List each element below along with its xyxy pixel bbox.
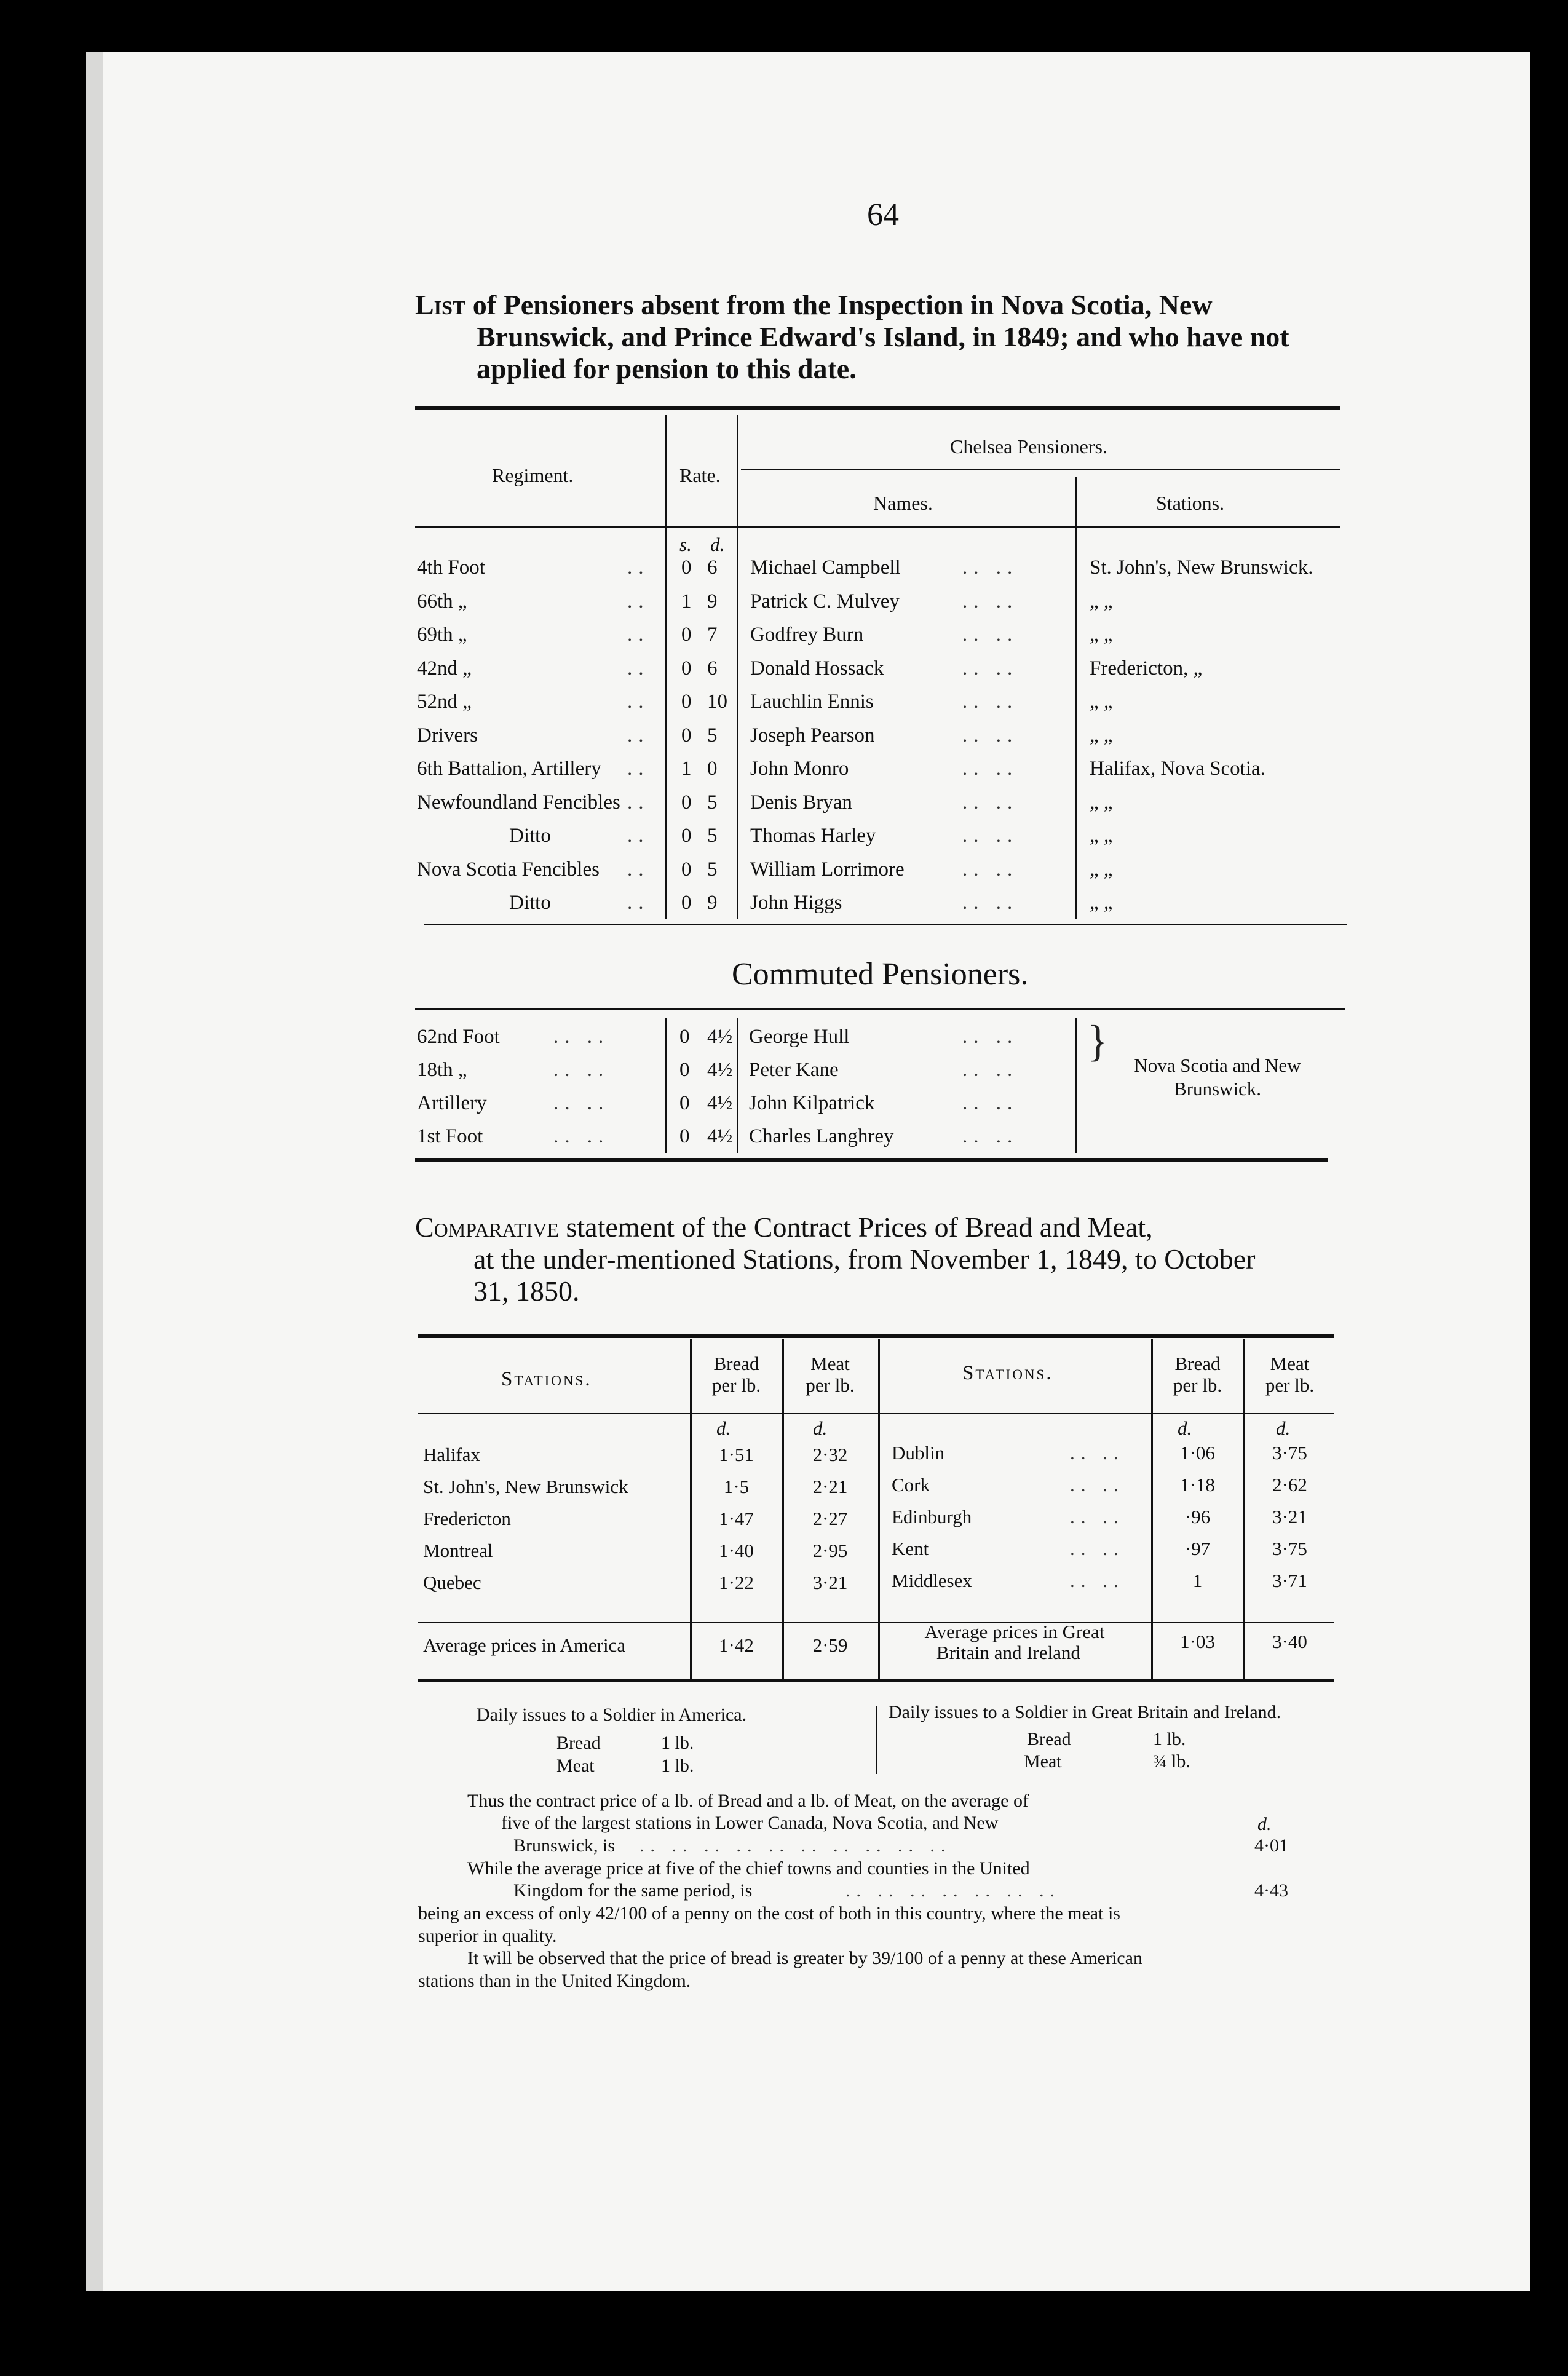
name-cell: Joseph Pearson	[750, 724, 875, 746]
commuted-pence-cell: 4½	[707, 1059, 733, 1081]
britain-station-leader: .. ..	[1070, 1570, 1125, 1591]
regiment-cell: 52nd „	[417, 691, 472, 713]
name-cell: Lauchlin Ennis	[750, 691, 874, 713]
regiment-leader: ..	[627, 624, 650, 646]
america-station-cell: Halifax	[423, 1444, 480, 1465]
station-cell: Fredericton, „	[1090, 657, 1203, 679]
station-cell: „ „	[1090, 825, 1113, 847]
regiment-leader: ..	[627, 590, 650, 612]
commuted-station-line2: Brunswick.	[1173, 1078, 1262, 1099]
station-cell: Halifax, Nova Scotia.	[1090, 758, 1265, 780]
name-leader: .. ..	[962, 691, 1019, 713]
prices-unit-meat-right: d.	[1276, 1417, 1291, 1439]
prices-unit-bread-right: d.	[1178, 1417, 1192, 1439]
header-shillings: s.	[679, 534, 692, 555]
prices-header-rule	[418, 1413, 1334, 1414]
header-stations: Stations.	[1156, 492, 1225, 514]
header-pence: d.	[710, 534, 725, 555]
rate-shillings-cell: 1	[681, 758, 692, 780]
commuted-rate-divider	[665, 1018, 667, 1153]
regiment-leader: ..	[627, 858, 650, 881]
britain-station-cell: Cork	[892, 1474, 930, 1495]
britain-meat-cell: 3·75	[1272, 1442, 1307, 1463]
note-1-line-3: Brunswick, is	[513, 1835, 615, 1856]
header-rate: Rate.	[679, 464, 721, 486]
rate-shillings-cell: 0	[681, 691, 692, 713]
regiment-leader: ..	[627, 825, 650, 847]
commuted-brace: }	[1087, 1016, 1109, 1066]
comparative-title	[415, 1211, 1350, 1307]
header-regiment: Regiment.	[492, 464, 574, 486]
issues-britain-title: Daily issues to a Soldier in Great Britain and Ireland.	[889, 1702, 1281, 1722]
britain-meat-cell: 3·21	[1272, 1506, 1307, 1527]
prices-header-stations-left: Stations.	[501, 1368, 592, 1390]
name-leader: .. ..	[962, 791, 1019, 814]
rate-shillings-cell: 0	[681, 892, 692, 914]
station-cell: „ „	[1090, 691, 1113, 713]
commuted-title: Commuted Pensioners.	[732, 957, 1029, 992]
table-top-rule	[415, 406, 1340, 410]
rate-shillings-cell: 0	[681, 556, 692, 579]
regiment-cell: 66th „	[417, 590, 467, 612]
page-number: 64	[867, 197, 899, 232]
britain-bread-cell: 1	[1192, 1570, 1203, 1591]
chelsea-underline	[741, 469, 1340, 470]
america-bread-cell: 1·47	[719, 1508, 754, 1529]
pensioners-title-lead: List	[415, 289, 466, 320]
britain-bread-cell: 1·18	[1180, 1474, 1215, 1495]
issues-america-bread-value: 1 lb.	[661, 1733, 694, 1753]
issues-britain-meat-value: ¾ lb.	[1153, 1751, 1190, 1772]
commuted-regiment-leader: .. ..	[553, 1026, 610, 1048]
name-cell: John Higgs	[750, 892, 842, 914]
name-leader: .. ..	[962, 724, 1019, 746]
britain-station-leader: .. ..	[1070, 1474, 1125, 1495]
commuted-top-rule	[415, 1008, 1345, 1010]
rate-divider	[665, 415, 667, 919]
rate-pence-cell: 9	[707, 590, 718, 612]
note-1-unit: d.	[1257, 1814, 1272, 1834]
note-1-line-1: Thus the contract price of a lb. of Bread and a lb. of Meat, on the average of	[467, 1791, 1029, 1811]
rate-pence-cell: 5	[707, 858, 718, 881]
comparative-title-lead: Comparative	[415, 1211, 559, 1243]
name-leader: .. ..	[962, 556, 1019, 579]
britain-station-cell: Edinburgh	[892, 1506, 972, 1527]
britain-station-cell: Kent	[892, 1538, 929, 1559]
america-meat-cell: 2·32	[812, 1444, 848, 1465]
issues-britain-bread-value: 1 lb.	[1153, 1729, 1186, 1749]
britain-bread-cell: ·96	[1184, 1506, 1211, 1527]
regiment-leader: ..	[627, 691, 650, 713]
regiment-cell: Ditto	[509, 892, 551, 914]
name-leader: .. ..	[962, 825, 1019, 847]
prices-bottom-rule	[418, 1679, 1334, 1682]
issues-america-bread-label: Bread	[556, 1733, 601, 1753]
prices-header-bread-left-unit: per lb.	[711, 1374, 761, 1396]
average-america-bread: 1·42	[719, 1634, 754, 1656]
average-america-meat: 2·59	[812, 1634, 848, 1656]
commuted-station-line1: Nova Scotia and New	[1134, 1055, 1301, 1076]
rate-pence-cell: 9	[707, 892, 718, 914]
name-leader: .. ..	[962, 657, 1019, 679]
rate-pence-cell: 7	[707, 624, 718, 646]
america-meat-cell: 2·27	[812, 1508, 848, 1529]
commuted-regiment-cell: Artillery	[417, 1092, 487, 1114]
name-leader: .. ..	[962, 758, 1019, 780]
commuted-bottom-rule	[415, 1158, 1328, 1162]
commuted-name-cell: John Kilpatrick	[749, 1092, 875, 1114]
america-bread-cell: 1·5	[723, 1476, 750, 1497]
note-4-line-1: It will be observed that the price of bread is greater by 39/100 of a penny at these American	[467, 1948, 1142, 1968]
america-bread-cell: 1·51	[719, 1444, 754, 1465]
name-cell: Michael Campbell	[750, 556, 901, 579]
america-meat-cell: 3·21	[812, 1572, 848, 1593]
commuted-shillings-cell: 0	[679, 1059, 690, 1081]
note-1-line-2: five of the largest stations in Lower Canada, Nova Scotia, and New	[501, 1813, 999, 1833]
commuted-shillings-cell: 0	[679, 1092, 690, 1114]
america-station-cell: Montreal	[423, 1540, 493, 1561]
britain-station-cell: Dublin	[892, 1442, 945, 1463]
average-britain-label-1: Average prices in Great	[924, 1621, 1105, 1642]
regiment-leader: ..	[627, 791, 650, 814]
header-names: Names.	[873, 492, 933, 514]
name-cell: William Lorrimore	[750, 858, 905, 881]
britain-station-leader: .. ..	[1070, 1506, 1125, 1527]
average-britain-meat: 3·40	[1272, 1631, 1307, 1652]
commuted-name-leader: .. ..	[962, 1059, 1019, 1081]
names-divider	[737, 415, 738, 919]
rate-pence-cell: 5	[707, 791, 718, 814]
name-leader: .. ..	[962, 858, 1019, 881]
commuted-pence-cell: 4½	[707, 1092, 733, 1114]
regiment-leader: ..	[627, 892, 650, 914]
britain-bread-cell: 1·06	[1180, 1442, 1215, 1463]
america-meat-cell: 2·21	[812, 1476, 848, 1497]
britain-meat-cell: 2·62	[1272, 1474, 1307, 1495]
stations-divider	[1075, 477, 1077, 919]
prices-unit-bread-left: d.	[716, 1417, 731, 1439]
average-america-label: Average prices in America	[423, 1634, 626, 1656]
america-station-cell: Quebec	[423, 1572, 481, 1593]
commuted-name-leader: .. ..	[962, 1125, 1019, 1147]
britain-station-cell: Middlesex	[892, 1570, 972, 1591]
note-2-line-1: While the average price at five of the chief towns and counties in the United	[467, 1858, 1030, 1879]
commuted-regiment-cell: 62nd Foot	[417, 1026, 500, 1048]
note-3-line-1: being an excess of only 42/100 of a penny on the cost of both in this country, where the meat is	[418, 1903, 1120, 1923]
station-cell: „ „	[1090, 590, 1113, 612]
rate-pence-cell: 0	[707, 758, 718, 780]
table-bottom-rule	[424, 924, 1347, 925]
britain-station-leader: .. ..	[1070, 1538, 1125, 1559]
issues-britain-bread-label: Bread	[1027, 1729, 1071, 1749]
britain-bread-cell: ·97	[1184, 1538, 1211, 1559]
name-leader: .. ..	[962, 892, 1019, 914]
regiment-leader: ..	[627, 657, 650, 679]
note-4-line-2: stations than in the United Kingdom.	[418, 1971, 691, 1991]
issues-britain-meat-label: Meat	[1024, 1751, 1062, 1772]
prices-header-bread-right-unit: per lb.	[1173, 1374, 1222, 1396]
commuted-shillings-cell: 0	[679, 1026, 690, 1048]
header-chelsea: Chelsea Pensioners.	[950, 435, 1107, 457]
rate-shillings-cell: 1	[681, 590, 692, 612]
average-britain-label-2: Britain and Ireland	[936, 1642, 1081, 1663]
regiment-cell: Nova Scotia Fencibles	[417, 858, 600, 881]
commuted-name-cell: Peter Kane	[749, 1059, 839, 1081]
commuted-shillings-cell: 0	[679, 1125, 690, 1147]
britain-meat-cell: 3·71	[1272, 1570, 1307, 1591]
rate-pence-cell: 5	[707, 724, 718, 746]
america-bread-cell: 1·22	[719, 1572, 754, 1593]
rate-pence-cell: 6	[707, 556, 718, 579]
america-station-cell: St. John's, New Brunswick	[423, 1476, 628, 1497]
prices-top-rule	[418, 1334, 1334, 1338]
commuted-name-cell: Charles Langhrey	[749, 1125, 894, 1147]
prices-average-rule	[418, 1622, 1334, 1623]
header-bottom-rule	[415, 526, 1340, 528]
commuted-regiment-leader: .. ..	[553, 1125, 610, 1147]
comparative-title-line2: at the under-mentioned Stations, from November 1, 1849, to October	[473, 1243, 1256, 1275]
regiment-cell: 6th Battalion, Artillery	[417, 758, 601, 780]
prices-header-meat-right: Meat	[1270, 1353, 1310, 1374]
commuted-pence-cell: 4½	[707, 1125, 733, 1147]
name-leader: .. ..	[962, 590, 1019, 612]
regiment-leader: ..	[627, 556, 650, 579]
commuted-pence-cell: 4½	[707, 1026, 733, 1048]
britain-station-leader: .. ..	[1070, 1442, 1125, 1463]
commuted-regiment-leader: .. ..	[553, 1059, 610, 1081]
pensioners-title-line3: applied for pension to this date.	[477, 353, 857, 384]
issues-america-meat-label: Meat	[556, 1756, 595, 1776]
name-leader: .. ..	[962, 624, 1019, 646]
comparative-title-line1: statement of the Contract Prices of Bread and Meat,	[566, 1211, 1153, 1243]
commuted-stations-divider	[1075, 1018, 1077, 1153]
britain-meat-cell: 3·75	[1272, 1538, 1307, 1559]
commuted-regiment-cell: 18th „	[417, 1059, 467, 1081]
rate-shillings-cell: 0	[681, 657, 692, 679]
pensioners-title	[415, 289, 1350, 385]
commuted-names-divider	[737, 1018, 738, 1153]
name-cell: Thomas Harley	[750, 825, 876, 847]
regiment-leader: ..	[627, 724, 650, 746]
commuted-name-cell: George Hull	[749, 1026, 850, 1048]
issues-divider	[876, 1706, 877, 1774]
regiment-leader: ..	[627, 758, 650, 780]
regiment-cell: Ditto	[509, 825, 551, 847]
rate-shillings-cell: 0	[681, 724, 692, 746]
america-station-cell: Fredericton	[423, 1508, 511, 1529]
prices-header-bread-right: Bread	[1174, 1353, 1221, 1374]
rate-pence-cell: 6	[707, 657, 718, 679]
pensioners-title-line1: of Pensioners absent from the Inspection in Nova Scotia, New	[472, 289, 1213, 320]
note-1-leader: .. .. .. .. .. .. .. .. .. ..	[639, 1835, 952, 1856]
regiment-cell: 4th Foot	[417, 556, 485, 579]
rate-pence-cell: 5	[707, 825, 718, 847]
station-cell: „ „	[1090, 791, 1113, 814]
name-cell: Godfrey Burn	[750, 624, 864, 646]
prices-header-meat-left: Meat	[810, 1353, 850, 1374]
commuted-regiment-cell: 1st Foot	[417, 1125, 483, 1147]
issues-america-meat-value: 1 lb.	[661, 1756, 694, 1776]
prices-header-meat-right-unit: per lb.	[1265, 1374, 1315, 1396]
rate-shillings-cell: 0	[681, 825, 692, 847]
name-cell: Denis Bryan	[750, 791, 852, 814]
note-3-line-2: superior in quality.	[418, 1926, 557, 1946]
commuted-name-leader: .. ..	[962, 1092, 1019, 1114]
commuted-name-leader: .. ..	[962, 1026, 1019, 1048]
station-cell: „ „	[1090, 892, 1113, 914]
station-cell: „ „	[1090, 624, 1113, 646]
rate-pence-cell: 10	[707, 691, 727, 713]
station-cell: „ „	[1090, 724, 1113, 746]
prices-header-bread-left: Bread	[713, 1353, 759, 1374]
prices-header-meat-left-unit: per lb.	[806, 1374, 855, 1396]
rate-shillings-cell: 0	[681, 858, 692, 881]
note-1-value: 4·01	[1254, 1835, 1288, 1856]
comparative-title-line3: 31, 1850.	[473, 1275, 580, 1307]
regiment-cell: 69th „	[417, 624, 467, 646]
name-cell: John Monro	[750, 758, 849, 780]
issues-america-title: Daily issues to a Soldier in America.	[477, 1705, 747, 1725]
pensioners-title-line2: Brunswick, and Prince Edward's Island, in 1849; and who have not	[477, 321, 1289, 352]
name-cell: Patrick C. Mulvey	[750, 590, 900, 612]
average-britain-bread: 1·03	[1180, 1631, 1215, 1652]
name-cell: Donald Hossack	[750, 657, 884, 679]
rate-shillings-cell: 0	[681, 624, 692, 646]
prices-header-stations-right: Stations.	[962, 1362, 1053, 1384]
rate-shillings-cell: 0	[681, 791, 692, 814]
regiment-cell: 42nd „	[417, 657, 472, 679]
prices-unit-meat-left: d.	[813, 1417, 828, 1439]
america-bread-cell: 1·40	[719, 1540, 754, 1561]
note-2-line-2: Kingdom for the same period, is	[513, 1880, 753, 1901]
station-cell: St. John's, New Brunswick.	[1090, 556, 1313, 579]
note-2-value: 4·43	[1254, 1880, 1288, 1901]
regiment-cell: Newfoundland Fencibles	[417, 791, 620, 814]
prices-divider-3	[878, 1339, 880, 1679]
note-2-leader: .. .. .. .. .. .. ..	[845, 1880, 1061, 1901]
regiment-cell: Drivers	[417, 724, 478, 746]
station-cell: „ „	[1090, 858, 1113, 881]
america-meat-cell: 2·95	[812, 1540, 848, 1561]
commuted-regiment-leader: .. ..	[553, 1092, 610, 1114]
